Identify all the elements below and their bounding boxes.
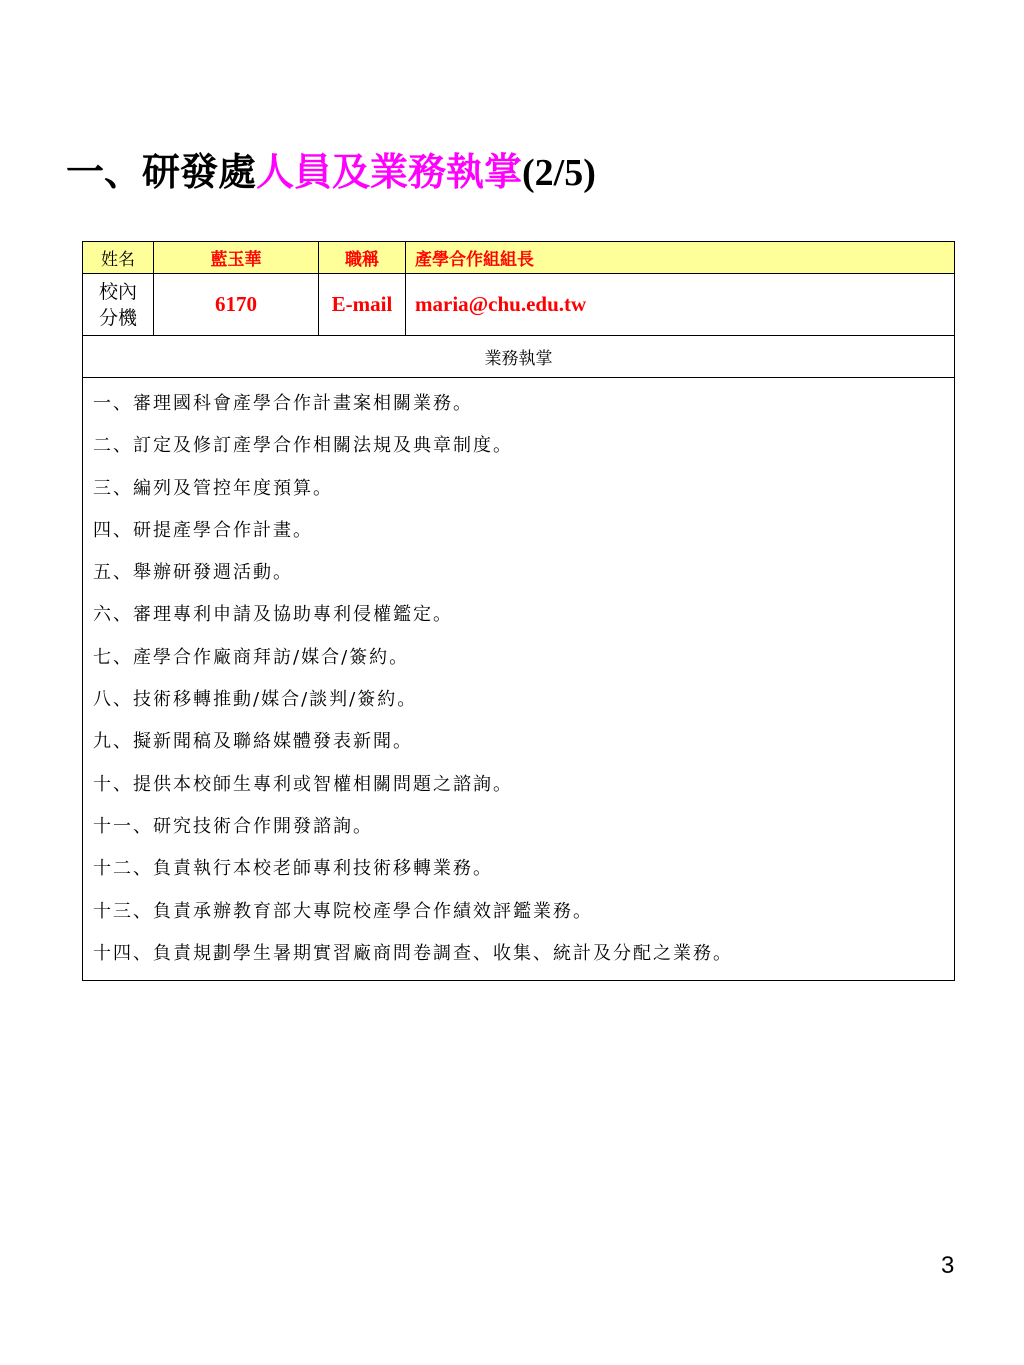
duty-item: 五、舉辦研發週活動。	[93, 562, 293, 584]
name-value: 藍玉華	[154, 242, 319, 274]
duty-item: 七、產學合作廠商拜訪/媒合/簽約。	[93, 646, 410, 668]
duty-item: 十、提供本校師生專利或智權相關問題之諮詢。	[93, 773, 513, 795]
position-value: 產學合作組組長	[406, 242, 955, 274]
extension-value: 6170	[154, 274, 319, 336]
duties-row	[83, 378, 955, 981]
title-highlight: 人員及業務執掌	[256, 149, 523, 194]
duty-item: 十四、負責規劃學生暑期實習廠商問卷調查、收集、統計及分配之業務。	[93, 942, 733, 964]
duty-item: 九、擬新聞稿及聯絡媒體發表新聞。	[93, 731, 413, 753]
name-row	[83, 242, 955, 274]
page-number: 3	[941, 1252, 955, 1279]
email-value: maria@chu.edu.tw	[406, 274, 955, 336]
extension-row	[83, 274, 955, 336]
staff-info-table	[82, 241, 955, 981]
title-prefix: 一、研發處	[66, 149, 257, 194]
email-label: E-mail	[319, 274, 406, 336]
extension-label-line1: 校內	[98, 280, 137, 303]
duty-item: 六、審理專利申請及協助專利侵權鑑定。	[93, 604, 453, 626]
duty-item: 十一、研究技術合作開發諮詢。	[93, 815, 373, 837]
duty-item: 一、審理國科會產學合作計畫案相關業務。	[93, 393, 473, 414]
section-header-row	[83, 336, 955, 378]
position-label: 職稱	[319, 242, 406, 274]
duty-item: 二、訂定及修訂產學合作相關法規及典章制度。	[93, 435, 513, 457]
duty-item: 四、研提產學合作計畫。	[93, 519, 313, 541]
duties-list	[83, 378, 955, 981]
name-label: 姓名	[83, 242, 154, 274]
duty-item: 十二、負責執行本校老師專利技術移轉業務。	[93, 858, 493, 880]
extension-label	[83, 274, 154, 336]
title-suffix: (2/5)	[522, 152, 596, 194]
extension-label-line2: 分機	[98, 306, 137, 329]
duty-item: 八、技術移轉推動/媒合/談判/簽約。	[93, 689, 418, 711]
page-title	[66, 146, 596, 199]
section-header: 業務執掌	[83, 336, 955, 378]
duty-item: 十三、負責承辦教育部大專院校產學合作績效評鑑業務。	[93, 900, 593, 922]
duty-item: 三、編列及管控年度預算。	[93, 477, 333, 499]
